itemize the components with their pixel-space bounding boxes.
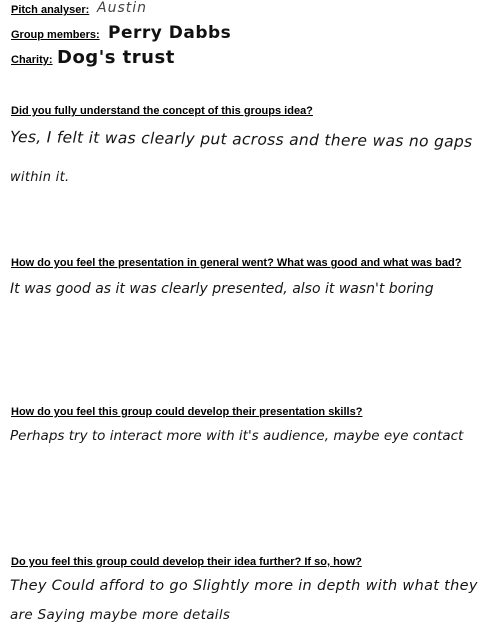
question-3: How do you feel this group could develop their presentation skills?: [11, 406, 363, 418]
answer-4-line-2: are Saying maybe more details: [10, 607, 231, 623]
charity-value: Dog's trust: [57, 47, 175, 68]
question-2: How do you feel the presentation in general went? What was good and what was bad?: [11, 257, 462, 269]
pitch-analyser-value: Austin: [97, 0, 147, 16]
answer-1-line-2: within it.: [10, 170, 70, 185]
question-4: Do you feel this group could develop their idea further? If so, how?: [11, 556, 362, 568]
charity-label: Charity:: [11, 54, 53, 66]
answer-1-line-1: Yes, I felt it was clearly put across and there was no gaps: [9, 128, 473, 151]
answer-4-line-1: They Could afford to go Slightly more in depth with what they: [10, 578, 478, 594]
answer-3-line-1: Perhaps try to interact more with it's audience, maybe eye contact: [10, 428, 464, 444]
pitch-analyser-label: Pitch analyser:: [11, 4, 90, 16]
group-members-label: Group members:: [11, 29, 100, 41]
group-members-value: Perry Dabbs: [108, 23, 232, 43]
answer-2-line-1: It was good as it was clearly presented, also it wasn't boring: [10, 281, 434, 297]
question-1: Did you fully understand the concept of this groups idea?: [11, 105, 313, 117]
